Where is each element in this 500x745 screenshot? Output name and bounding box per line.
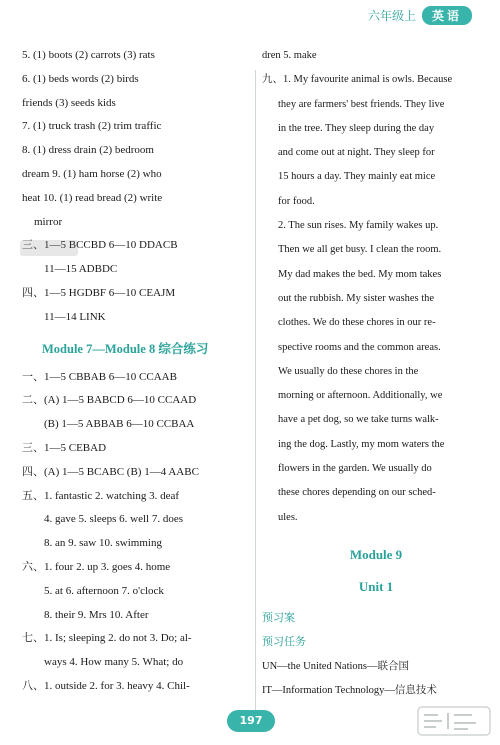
answer-line: spective rooms and the common areas.	[278, 341, 441, 353]
answer-line: 三、1—5 CEBAD	[22, 441, 107, 454]
answer-line: We usually do these chores in the	[278, 365, 419, 377]
module-title: Module 7—Module 8 综合练习	[42, 341, 209, 356]
answer-line: 八、1. outside 2. for 3. heavy 4. Chil-	[22, 679, 190, 692]
answer-line: 三、1—5 BCCBD 6—10 DDACB	[22, 239, 178, 252]
answer-line: 九、1. My favourite animal is owls. Because	[262, 74, 453, 86]
answer-line: 2. The sun rises. My family wakes up.	[278, 220, 439, 232]
answer-line: clothes. We do these chores in our re-	[278, 317, 436, 329]
answer-line: 5. at 6. afternoon 7. o'clock	[44, 584, 164, 597]
answer-line: 8. (1) dress drain (2) bedroom	[22, 144, 154, 157]
answer-line: 7. (1) truck trash (2) trim traffic	[22, 120, 162, 133]
watermark-logo	[414, 701, 494, 741]
answer-line: IT—Information Technology—信息技术	[262, 684, 437, 696]
answer-line: ing the dog. Lastly, my mom waters the	[278, 438, 445, 450]
left-column	[22, 44, 254, 699]
section-label: 预习任务	[262, 635, 306, 649]
answer-line: (B) 1—5 ABBAB 6—10 CCBAA	[44, 418, 195, 431]
answer-line: out the rubbish. My sister washes the	[278, 292, 435, 304]
answer-line: for food.	[278, 195, 315, 207]
answer-line: My dad makes the bed. My mom takes	[278, 268, 442, 280]
answer-line: ways 4. How many 5. What; do	[44, 656, 184, 669]
answer-line: friends (3) seeds kids	[22, 96, 116, 109]
page-number: 197	[227, 710, 275, 732]
right-column	[262, 44, 490, 703]
grade-label: 六年级上	[367, 9, 416, 23]
answer-line: 15 hours a day. They mainly eat mice	[278, 171, 436, 183]
answer-line: they are farmers' best friends. They live	[278, 98, 445, 110]
answer-line: dream 9. (1) ham horse (2) who	[22, 167, 162, 180]
answer-line: 一、1—5 CBBAB 6—10 CCAAB	[22, 370, 177, 383]
answer-line: 四、1—5 HGDBF 6—10 CEAJM	[22, 286, 176, 299]
answer-line: 8. an 9. saw 10. swimming	[44, 537, 162, 550]
answer-line: mirror	[34, 215, 63, 228]
answer-line: 五、1. fantastic 2. watching 3. deaf	[22, 489, 180, 502]
answer-line: morning or afternoon. Additionally, we	[278, 390, 443, 402]
answer-line: 六、1. four 2. up 3. goes 4. home	[22, 560, 171, 573]
section-label: 预习案	[262, 610, 295, 624]
answer-line: 二、(A) 1—5 BABCD 6—10 CCAAD	[22, 394, 197, 407]
answer-line: 11—15 ADBDC	[44, 263, 118, 276]
column-divider	[255, 70, 256, 710]
answer-line: and come out at night. They sleep for	[278, 147, 435, 159]
subject-badge: 英语	[422, 6, 472, 25]
answer-line: ules.	[278, 511, 298, 523]
answer-line: 6. (1) beds words (2) birds	[22, 72, 139, 85]
answer-line: 5. (1) boots (2) carrots (3) rats	[22, 49, 155, 61]
answer-line: 8. their 9. Mrs 10. After	[44, 608, 149, 621]
page-header	[368, 6, 472, 25]
unit-title: Unit 1	[358, 578, 394, 594]
scan-smudge	[20, 240, 78, 256]
module-title: Module 9	[349, 546, 403, 562]
answer-line: 11—14 LINK	[44, 310, 106, 323]
answer-line: have a pet dog, so we take turns walk-	[278, 414, 439, 426]
answer-line: UN—the United Nations—联合国	[262, 660, 409, 672]
answer-line: in the tree. They sleep during the day	[278, 122, 435, 134]
answer-line: 七、1. Is; sleeping 2. do not 3. Do; al-	[22, 632, 192, 645]
answer-line: flowers in the garden. We usually do	[278, 463, 432, 475]
answer-line: dren 5. make	[262, 50, 317, 61]
answer-line: heat 10. (1) read bread (2) write	[22, 191, 163, 204]
answer-line: 四、(A) 1—5 BCABC (B) 1—4 AABC	[22, 465, 199, 478]
answer-line: 4. gave 5. sleeps 6. well 7. does	[44, 513, 183, 526]
answer-line: these chores depending on our sched-	[278, 487, 436, 499]
answer-line: Then we all get busy. I clean the room.	[278, 244, 442, 256]
